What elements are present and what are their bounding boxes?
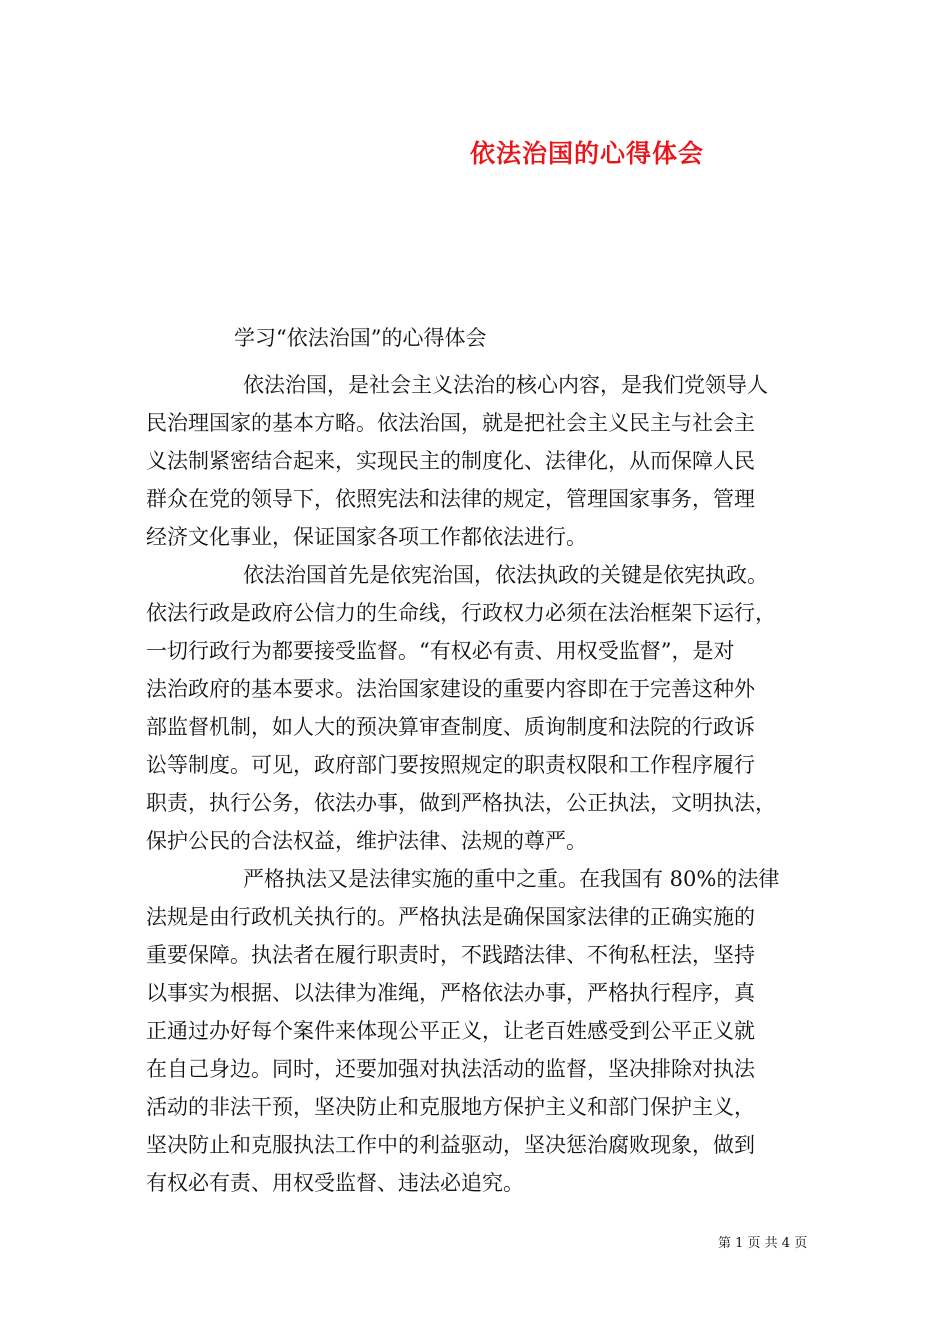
paragraph-2-line-8: 保护公民的合法权益，维护法律、法规的尊严。 — [146, 829, 587, 853]
paragraph-3-line-8: 坚决防止和克服执法工作中的利益驱动，坚决惩治腐败现象，做到 — [146, 1133, 755, 1157]
paragraph-1-line-4: 群众在党的领导下，依照宪法和法律的规定，管理国家事务，管理 — [146, 487, 755, 511]
paragraph-2-line-1: 依法治国首先是依宪治国，依法执政的关键是依宪执政。 — [243, 563, 768, 587]
paragraph-2-line-6: 讼等制度。可见，政府部门要按照规定的职责权限和工作程序履行 — [146, 753, 755, 777]
paragraph-2-line-5: 部监督机制，如人大的预决算审查制度、质询制度和法院的行政诉 — [146, 715, 755, 739]
paragraph-2-line-2: 依法行政是政府公信力的生命线，行政权力必须在法治框架下运行， — [146, 601, 776, 625]
paragraph-3-line-5: 正通过办好每个案件来体现公平正义，让老百姓感受到公平正义就 — [146, 1019, 755, 1043]
paragraph-1-line-3: 义法制紧密结合起来，实现民主的制度化、法律化，从而保障人民 — [146, 449, 755, 473]
paragraph-2-line-4: 法治政府的基本要求。法治国家建设的重要内容即在于完善这种外 — [146, 677, 755, 701]
paragraph-2-line-3: 一切行政行为都要接受监督。“有权必有责、用权受监督”，是对 — [146, 639, 735, 663]
paragraph-1-line-2: 民治理国家的基本方略。依法治国，就是把社会主义民主与社会主 — [146, 411, 755, 435]
paragraph-3-line-4: 以事实为根据、以法律为准绳，严格依法办事，严格执行程序，真 — [146, 981, 755, 1005]
page-footer: 第 1 页 共 4 页 — [718, 1236, 808, 1251]
paragraph-3-line-3: 重要保障。执法者在履行职责时，不践踏法律、不徇私枉法，坚持 — [146, 943, 755, 967]
document-subtitle: 学习“依法治国”的心得体会 — [234, 326, 487, 350]
paragraph-3-line-7: 活动的非法干预，坚决防止和克服地方保护主义和部门保护主义， — [146, 1095, 755, 1119]
paragraph-1-line-5: 经济文化事业，保证国家各项工作都依法进行。 — [146, 525, 587, 549]
paragraph-3-line-2: 法规是由行政机关执行的。严格执法是确保国家法律的正确实施的 — [146, 905, 755, 929]
page-title: 依法治国的心得体会 — [470, 139, 705, 168]
document-body — [146, 366, 810, 1202]
paragraph-3-line-6: 在自己身边。同时，还要加强对执法活动的监督，坚决排除对执法 — [146, 1057, 755, 1081]
paragraph-1-line-1: 依法治国，是社会主义法治的核心内容，是我们党领导人 — [243, 373, 768, 397]
paragraph-3-line-1: 严格执法又是法律实施的重中之重。在我国有 80%的法律 — [243, 867, 780, 891]
paragraph-3-line-9: 有权必有责、用权受监督、违法必追究。 — [146, 1171, 524, 1195]
paragraph-2-line-7: 职责，执行公务，依法办事，做到严格执法，公正执法，文明执法， — [146, 791, 776, 815]
